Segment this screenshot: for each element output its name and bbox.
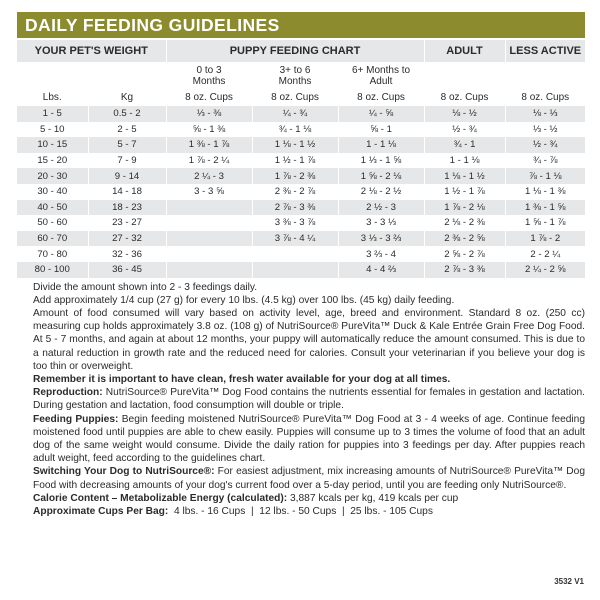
table-cell: 1 - 1 ⅛ [338,137,424,153]
table-row [17,262,585,278]
note-calorie: Calorie Content – Metabolizable Energy (calculated): 3,887 kcals per kg, 419 kcals per cup [33,492,459,504]
age-header: 0 to 3 Months [166,62,252,89]
table-cell: 9 - 14 [88,168,166,184]
table-cell: 5 - 10 [17,122,88,138]
table-cell: 1 ⅛ - 1 ½ [424,168,505,184]
table-cell: 1 ½ - 1 ⅞ [252,153,338,169]
table-cell: 1 ⅝ - 2 ⅛ [338,168,424,184]
table-cell: 27 - 32 [88,231,166,247]
table-row [17,153,585,169]
table-cell: 3 ⅔ - 4 [338,246,424,262]
feeding-chart-table [17,40,585,278]
table-cell [166,246,252,262]
table-cell: 1 ⅞ - 2 ⅛ [424,200,505,216]
table-cell: ¼ - ¾ [252,106,338,122]
table-cell: ⅛ - ½ [424,106,505,122]
table-cell [166,215,252,231]
table-cell: 3 ⅓ - 3 ⅔ [338,231,424,247]
note-water: Remember it is important to have clean, fresh water available for your dog at all times. [33,373,451,385]
note-feeding-puppies: Feeding Puppies: Begin feeding moistened NutriSource® PureVita™ Dog Food at 3 - 4 weeks of age. Continue feeding moistened food until puppies are able to chew easily. Puppies will consume up to 3 times the volume of food that an adult dog of the same weight would consume. Divide the daily ration for puppies into 3 feedings per day. After puppies reach adult weight, feed according to the guidelines chart. [33,413,586,465]
age-header-blank [17,62,88,89]
table-cell: ½ - ¾ [505,137,585,153]
table-cell: 32 - 36 [88,246,166,262]
feeding-notes [17,281,585,519]
table-cell: 1 - 5 [17,106,88,122]
table-cell: ¾ - ⅞ [505,153,585,169]
table-row [17,168,585,184]
page-title: DAILY FEEDING GUIDELINES [17,12,585,38]
unit-header: Lbs. [17,89,88,106]
table-cell: 3 ⅜ - 3 ⅞ [252,215,338,231]
table-row [17,122,585,138]
table-cell: 50 - 60 [17,215,88,231]
feeding-guidelines-panel [17,12,585,518]
unit-header: 8 oz. Cups [166,89,252,106]
table-cell: 1 - 1 ⅛ [424,153,505,169]
table-cell: ⅞ - 1 ⅛ [505,168,585,184]
table-cell: 2 ⅝ - 2 ⅞ [424,246,505,262]
table-cell: 2 ⅞ - 3 ⅜ [424,262,505,278]
table-cell: 1 ⅛ - 1 ½ [252,137,338,153]
table-cell: 1 ⅜ - 1 ⅝ [505,200,585,216]
table-cell: ¼ - ⅝ [338,106,424,122]
table-row [17,231,585,247]
table-cell: 3 ⅞ - 4 ¼ [252,231,338,247]
table-cell: 7 - 9 [88,153,166,169]
table-cell: 2 ⅛ - 2 ⅜ [424,215,505,231]
table-cell: ⅝ - 1 ⅜ [166,122,252,138]
table-cell: ⅝ - 1 [338,122,424,138]
table-cell: 0.5 - 2 [88,106,166,122]
table-cell: 1 ⅛ - 1 ⅜ [505,184,585,200]
table-cell: ⅓ - ½ [505,122,585,138]
table-cell: 3 - 3 ⅓ [338,215,424,231]
table-cell: 60 - 70 [17,231,88,247]
table-cell: 1 ⅓ - 1 ⅝ [338,153,424,169]
unit-header: 8 oz. Cups [338,89,424,106]
age-header-blank [505,62,585,89]
active-group-header: LESS ACTIVE [505,40,585,62]
note-divide: Divide the amount shown into 2 - 3 feedings daily. [33,281,258,293]
table-cell: 3 - 3 ⅝ [166,184,252,200]
table-cell: 20 - 30 [17,168,88,184]
note-reproduction: Reproduction: NutriSource® PureVita™ Dog Food contains the nutrients essential for females in gestation and lactation. During gestation and lactation, food consumption will double or triple. [33,387,585,412]
table-cell: 70 - 80 [17,246,88,262]
table-cell: 2 ⅜ - 2 ⅞ [252,184,338,200]
table-cell: 18 - 23 [88,200,166,216]
table-cell: 2 ¼ - 3 [166,168,252,184]
table-cell [252,246,338,262]
note-switching: Switching Your Dog to NutriSource®: For easiest adjustment, mix increasing amounts of NutriSource® PureVita™ Dog Food with decreasing amounts of your dog's current food over a 5-day period, until you are feeding only NutriSource®. [33,466,585,491]
table-row [17,184,585,200]
table-row [17,200,585,216]
product-code: 3532 V1 [554,577,584,586]
table-cell: 2 - 5 [88,122,166,138]
table-cell: 1 ⅞ - 2 [505,231,585,247]
table-cell: 2 ⅛ - 2 ½ [338,184,424,200]
table-cell: 10 - 15 [17,137,88,153]
note-cups-per-bag: Approximate Cups Per Bag: 4 lbs. - 16 Cups | 12 lbs. - 50 Cups | 25 lbs. - 105 Cups [33,505,433,517]
table-cell: 1 ⅝ - 1 ⅞ [505,215,585,231]
unit-header: 8 oz. Cups [505,89,585,106]
table-cell: 2 ⅞ - 3 ⅜ [252,200,338,216]
table-cell: 1 ⅞ - 2 ⅜ [252,168,338,184]
table-cell: 14 - 18 [88,184,166,200]
table-cell [166,200,252,216]
table-cell: 30 - 40 [17,184,88,200]
adult-group-header: ADULT [424,40,505,62]
table-cell: 23 - 27 [88,215,166,231]
age-header: 3+ to 6 Months [252,62,338,89]
table-cell: ½ - ¾ [424,122,505,138]
table-cell: 40 - 50 [17,200,88,216]
table-cell: 4 - 4 ⅔ [338,262,424,278]
table-row [17,137,585,153]
table-row [17,106,585,122]
table-cell: ¾ - 1 [424,137,505,153]
age-header-blank [88,62,166,89]
table-cell [252,262,338,278]
table-cell [166,262,252,278]
table-row [17,215,585,231]
table-cell: 36 - 45 [88,262,166,278]
unit-header: Kg [88,89,166,106]
table-cell: 1 ⅜ - 1 ⅞ [166,137,252,153]
table-cell: 80 - 100 [17,262,88,278]
table-cell: ⅓ - ⅜ [166,106,252,122]
note-amount: Amount of food consumed will vary based on activity level, age, breed and environment. Standard 8 oz. (250 cc) measuring cup holds approximately 3.8 oz. (108 g) of NutriSource® PureVita™ Duck & Kale Entrée Grain Free Dog Food. At 5 - 7 months, and again at about 12 months, your puppy will automatically reduce the amount consumed. This is due to a natural reduction in growth rate and the reduced need for calories. Consult your veterinarian if you believe your dog is too thin or overweight. [33,307,585,372]
table-cell: 2 ½ - 3 [338,200,424,216]
table-cell: 15 - 20 [17,153,88,169]
table-cell: ¾ - 1 ⅛ [252,122,338,138]
weight-group-header: YOUR PET'S WEIGHT [17,40,166,62]
note-add: Add approximately 1/4 cup (27 g) for every 10 lbs. (4.5 kg) over 100 lbs. (45 kg) daily feeding. [33,294,455,306]
age-header-blank [424,62,505,89]
table-cell: 2 ¼ - 2 ⅝ [505,262,585,278]
table-cell: 1 ½ - 1 ⅞ [424,184,505,200]
table-cell: 1 ⅞ - 2 ¼ [166,153,252,169]
table-cell [166,231,252,247]
table-cell: ⅛ - ⅓ [505,106,585,122]
table-row [17,246,585,262]
table-cell: 2 ⅜ - 2 ⅝ [424,231,505,247]
table-cell: 5 - 7 [88,137,166,153]
puppy-group-header: PUPPY FEEDING CHART [166,40,424,62]
age-header: 6+ Months to Adult [338,62,424,89]
unit-header: 8 oz. Cups [252,89,338,106]
unit-header: 8 oz. Cups [424,89,505,106]
table-cell: 2 - 2 ¼ [505,246,585,262]
